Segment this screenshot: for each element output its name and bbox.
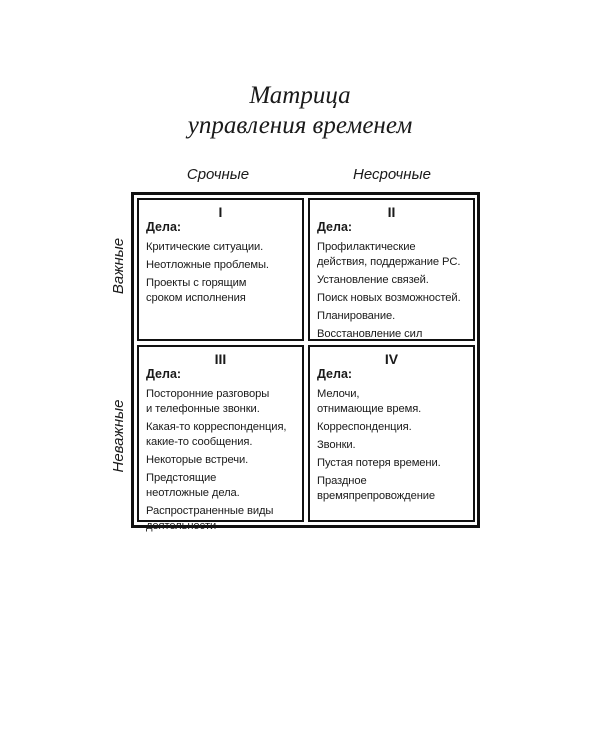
list-item: Пустая потеря времени. [317,457,441,469]
quadrant-label: Дела: [146,367,182,381]
quadrant-item-list [139,240,302,306]
quadrant-label: Дела: [317,220,353,234]
quadrant-3 [137,345,304,532]
diagram-title-line-1: Матрица [249,82,351,109]
list-item: Профилактические действия, поддержание PC. [317,241,461,268]
quadrant-numeral: IV [384,351,399,367]
quadrant-label: Дела: [146,220,182,234]
quadrant-2 [308,198,475,341]
list-item: Посторонние разговоры и телефонные звонки. [146,388,270,415]
list-item: Мелочи, отнимающие время. [317,388,422,415]
list-item: Установление связей. [317,274,429,286]
list-item: Праздное времяпрепровождение [317,475,436,502]
list-item: Корреспонденция. [317,421,412,433]
quadrant-4 [308,345,475,522]
list-item: Планирование. [317,310,396,322]
list-item: Неотложные проблемы. [146,259,269,271]
quadrant-label: Дела: [317,367,353,381]
quadrant-item-list [139,387,302,534]
list-item: Распространенные виды деятельности [146,505,274,532]
quadrant-item-list [310,240,473,342]
quadrant-item-list [310,387,473,504]
list-item: Критические ситуации. [146,241,264,253]
quadrant-numeral: II [387,204,396,220]
row-header-important: Важные [110,237,127,295]
time-management-matrix [131,192,480,532]
quadrant-numeral: I [218,204,223,220]
list-item: Звонки. [317,439,356,451]
quadrant-numeral: III [214,351,227,367]
list-item: Предстоящие неотложные дела. [146,472,240,499]
quadrant-1 [137,198,304,341]
list-item: Проекты с горящим сроком исполнения [146,277,247,304]
column-header-not-urgent: Несрочные [353,166,431,183]
list-item: Какая-то корреспонденция, какие-то сообщения. [146,421,287,448]
diagram-title-line-2: управления временем [187,112,413,139]
list-item: Восстановление сил [317,328,423,340]
row-header-not-important: Неважные [110,399,127,473]
list-item: Поиск новых возможностей. [317,292,461,304]
list-item: Некоторые встречи. [146,454,249,466]
column-header-urgent: Срочные [186,166,250,183]
